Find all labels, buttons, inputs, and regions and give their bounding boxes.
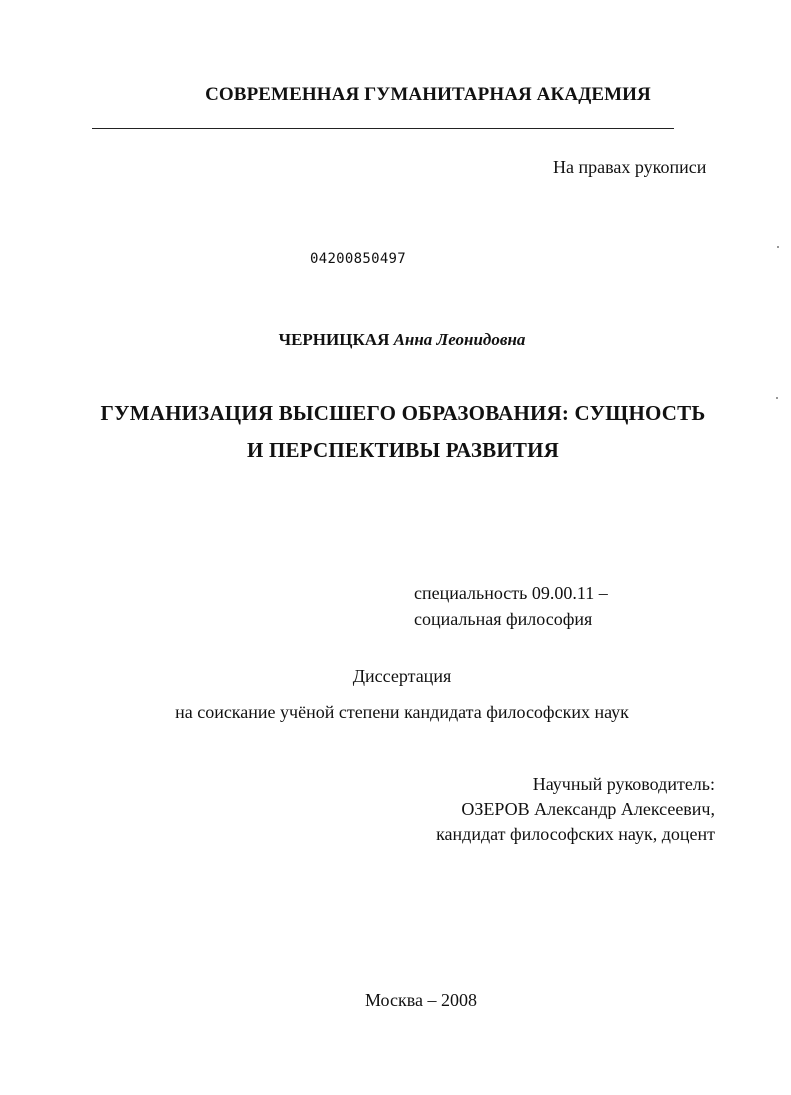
supervisor-block bbox=[436, 772, 715, 847]
dissertation-title bbox=[0, 395, 791, 469]
catalog-code: 04200850497 bbox=[310, 251, 407, 267]
specialty-name: социальная философия bbox=[414, 609, 593, 629]
specialty-code: специальность 09.00.11 – bbox=[414, 583, 608, 603]
title-line-2: И ПЕРСПЕКТИВЫ РАЗВИТИЯ bbox=[246, 438, 560, 462]
header-divider bbox=[92, 128, 674, 129]
supervisor-name: ОЗЕРОВ Александр Алексеевич, bbox=[461, 799, 715, 819]
author-given-names: Анна Леонидовна bbox=[393, 330, 526, 349]
author-surname: ЧЕРНИЦКАЯ bbox=[278, 330, 390, 349]
degree-statement: на соискание учёной степени кандидата философских наук bbox=[175, 702, 629, 722]
scan-speck bbox=[776, 397, 778, 399]
institution-name: СОВРЕМЕННАЯ ГУМАНИТАРНАЯ АКАДЕМИЯ bbox=[205, 84, 651, 105]
scan-speck bbox=[777, 246, 779, 248]
city-year: Москва – 2008 bbox=[365, 990, 477, 1010]
author-name bbox=[0, 330, 791, 350]
specialty-block bbox=[414, 580, 608, 632]
title-line-1: ГУМАНИЗАЦИЯ ВЫСШЕГО ОБРАЗОВАНИЯ: СУЩНОСТЬ bbox=[100, 401, 706, 425]
rights-note: На правах рукописи bbox=[553, 157, 707, 177]
document-type: Диссертация bbox=[352, 666, 452, 686]
supervisor-label: Научный руководитель: bbox=[532, 774, 715, 794]
supervisor-credentials: кандидат философских наук, доцент bbox=[436, 824, 715, 844]
